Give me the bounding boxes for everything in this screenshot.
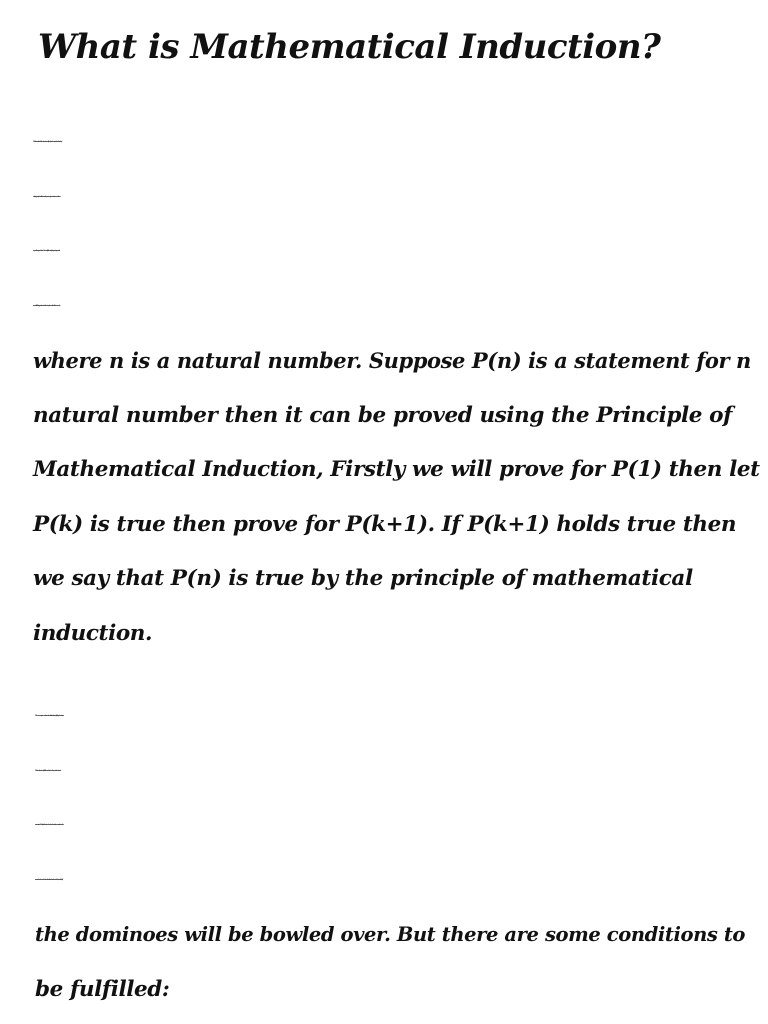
paragraph-definition <box>33 116 760 661</box>
text-line: When a domino falls, it knocks down the next domino in <box>35 770 61 772</box>
text-line: second one knocks down the third, and so on. In the end, all of <box>35 879 63 881</box>
paragraph-dominoes <box>35 690 745 1017</box>
text-line: or establishing statements that are formulated in terms of n, <box>33 305 61 307</box>
text-line: Mathematical Induction, Firstly we will prove for P(1) then let <box>33 457 760 482</box>
text-line: writing proofs and it is used to prove a given statement about <box>33 196 61 198</box>
page-title: What is Mathematical Induction? <box>38 27 661 67</box>
text-line: be fulfilled: <box>35 976 170 1002</box>
text-line: induction. <box>33 620 153 646</box>
text-line: we say that P(n) is true by the principle of mathematical <box>33 566 693 591</box>
text-line: Mathematical Induction is one of the fundamental methods of <box>33 142 62 143</box>
text-line: where n is a natural number. Suppose P(n) is a statement for n <box>33 348 751 373</box>
text-line: the dominoes will be bowled over. But there are some conditions to <box>35 923 746 946</box>
text-line: any well-organized set. Generally, it is used for proving results <box>33 251 60 252</box>
text-line: We can compare mathematical induction to falling dominoes. <box>35 716 64 717</box>
text-line: P(k) is true then prove for P(k+1). If P(k+1) holds true then <box>33 511 737 537</box>
text-line: succession. The first domino knocks down the second one, the <box>35 825 64 826</box>
text-line: natural number then it can be proved using the Principle of <box>33 402 732 428</box>
